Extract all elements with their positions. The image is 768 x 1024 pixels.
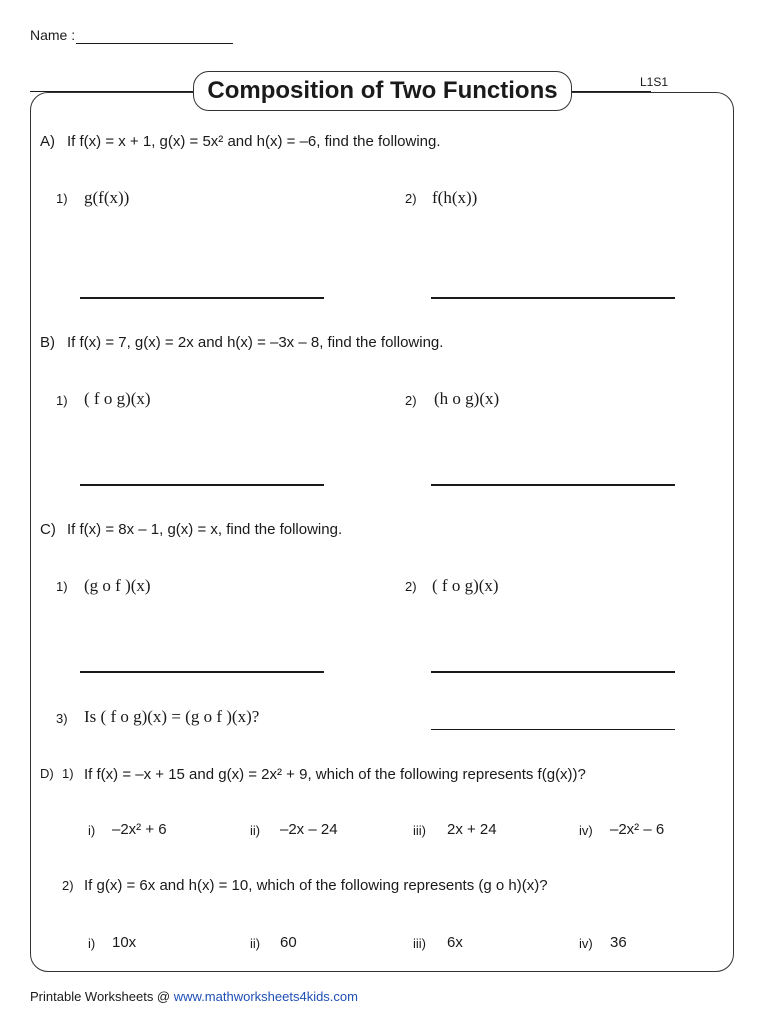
a-q1-answer-line[interactable] [80,297,324,299]
d-q1-option-ii-value[interactable]: –2x – 24 [280,821,338,838]
d-q1-prompt: If f(x) = –x + 15 and g(x) = 2x² + 9, which of the following represents f(g(x))? [84,766,586,783]
d-q1-option-iv-label: iv) [579,823,593,838]
c-q2-number: 2) [405,579,417,594]
section-d-letter: D) [40,766,54,781]
c-q2-expression: ( f o g)(x) [432,576,499,595]
d-q2-option-iii-label: iii) [413,936,426,951]
d-q1-option-ii-label: ii) [250,823,261,838]
a-q2-expression: f(h(x)) [432,188,478,207]
d-q2-prompt: If g(x) = 6x and h(x) = 10, which of the following represents (g o h)(x)? [84,877,548,894]
d-q1-option-i-label: i) [88,823,96,838]
c-q2-answer-line[interactable] [431,671,675,673]
name-label: Name : [30,27,76,43]
c-q1-expression: (g o f )(x) [84,576,151,595]
a-q2-answer-line[interactable] [431,297,675,299]
b-q1-number: 1) [56,393,68,408]
b-q1-answer-line[interactable] [80,484,324,486]
section-b-prompt: If f(x) = 7, g(x) = 2x and h(x) = –3x – 8, find the following. [67,334,444,351]
d-q2-option-ii-value[interactable]: 60 [280,934,297,951]
b-q1-expression: ( f o g)(x) [84,389,151,408]
footer-link[interactable]: www.mathworksheets4kids.com [173,989,358,1004]
c-q1-number: 1) [56,579,68,594]
footer-label: Printable Worksheets @ [30,989,171,1004]
section-b-letter: B) [40,334,55,351]
d-q1-option-iii-value[interactable]: 2x + 24 [447,821,497,838]
d-q1-number: 1) [62,766,74,781]
c-q1-answer-line[interactable] [80,671,324,673]
c-q3-number: 3) [56,711,68,726]
d-q1-option-i-value[interactable]: –2x² + 6 [112,821,167,838]
a-q1-expression: g(f(x)) [84,188,130,207]
section-a-prompt: If f(x) = x + 1, g(x) = 5x² and h(x) = –6, find the following. [67,133,441,150]
d-q2-option-iv-value[interactable]: 36 [610,934,627,951]
a-q1-number: 1) [56,191,68,206]
b-q2-number: 2) [405,393,417,408]
d-q2-number: 2) [62,878,74,893]
name-field-line[interactable] [76,43,233,44]
d-q1-option-iii-label: iii) [413,823,426,838]
section-a-letter: A) [40,133,55,150]
a-q2-number: 2) [405,191,417,206]
footer [30,989,358,1004]
section-c-letter: C) [40,521,56,538]
d-q2-option-i-label: i) [88,936,96,951]
section-c-prompt: If f(x) = 8x – 1, g(x) = x, find the following. [67,521,343,538]
worksheet-title: Composition of Two Functions [193,71,572,111]
b-q2-answer-line[interactable] [431,484,675,486]
d-q2-option-iii-value[interactable]: 6x [447,934,463,951]
d-q1-option-iv-value[interactable]: –2x² – 6 [610,821,665,838]
d-q2-option-ii-label: ii) [250,936,261,951]
worksheet-code: L1S1 [640,75,669,89]
d-q2-option-iv-label: iv) [579,936,593,951]
d-q2-option-i-value[interactable]: 10x [112,934,137,951]
c-q3-expression: Is ( f o g)(x) = (g o f )(x)? [84,707,260,726]
c-q3-answer-line[interactable] [431,729,675,730]
b-q2-expression: (h o g)(x) [434,389,500,408]
